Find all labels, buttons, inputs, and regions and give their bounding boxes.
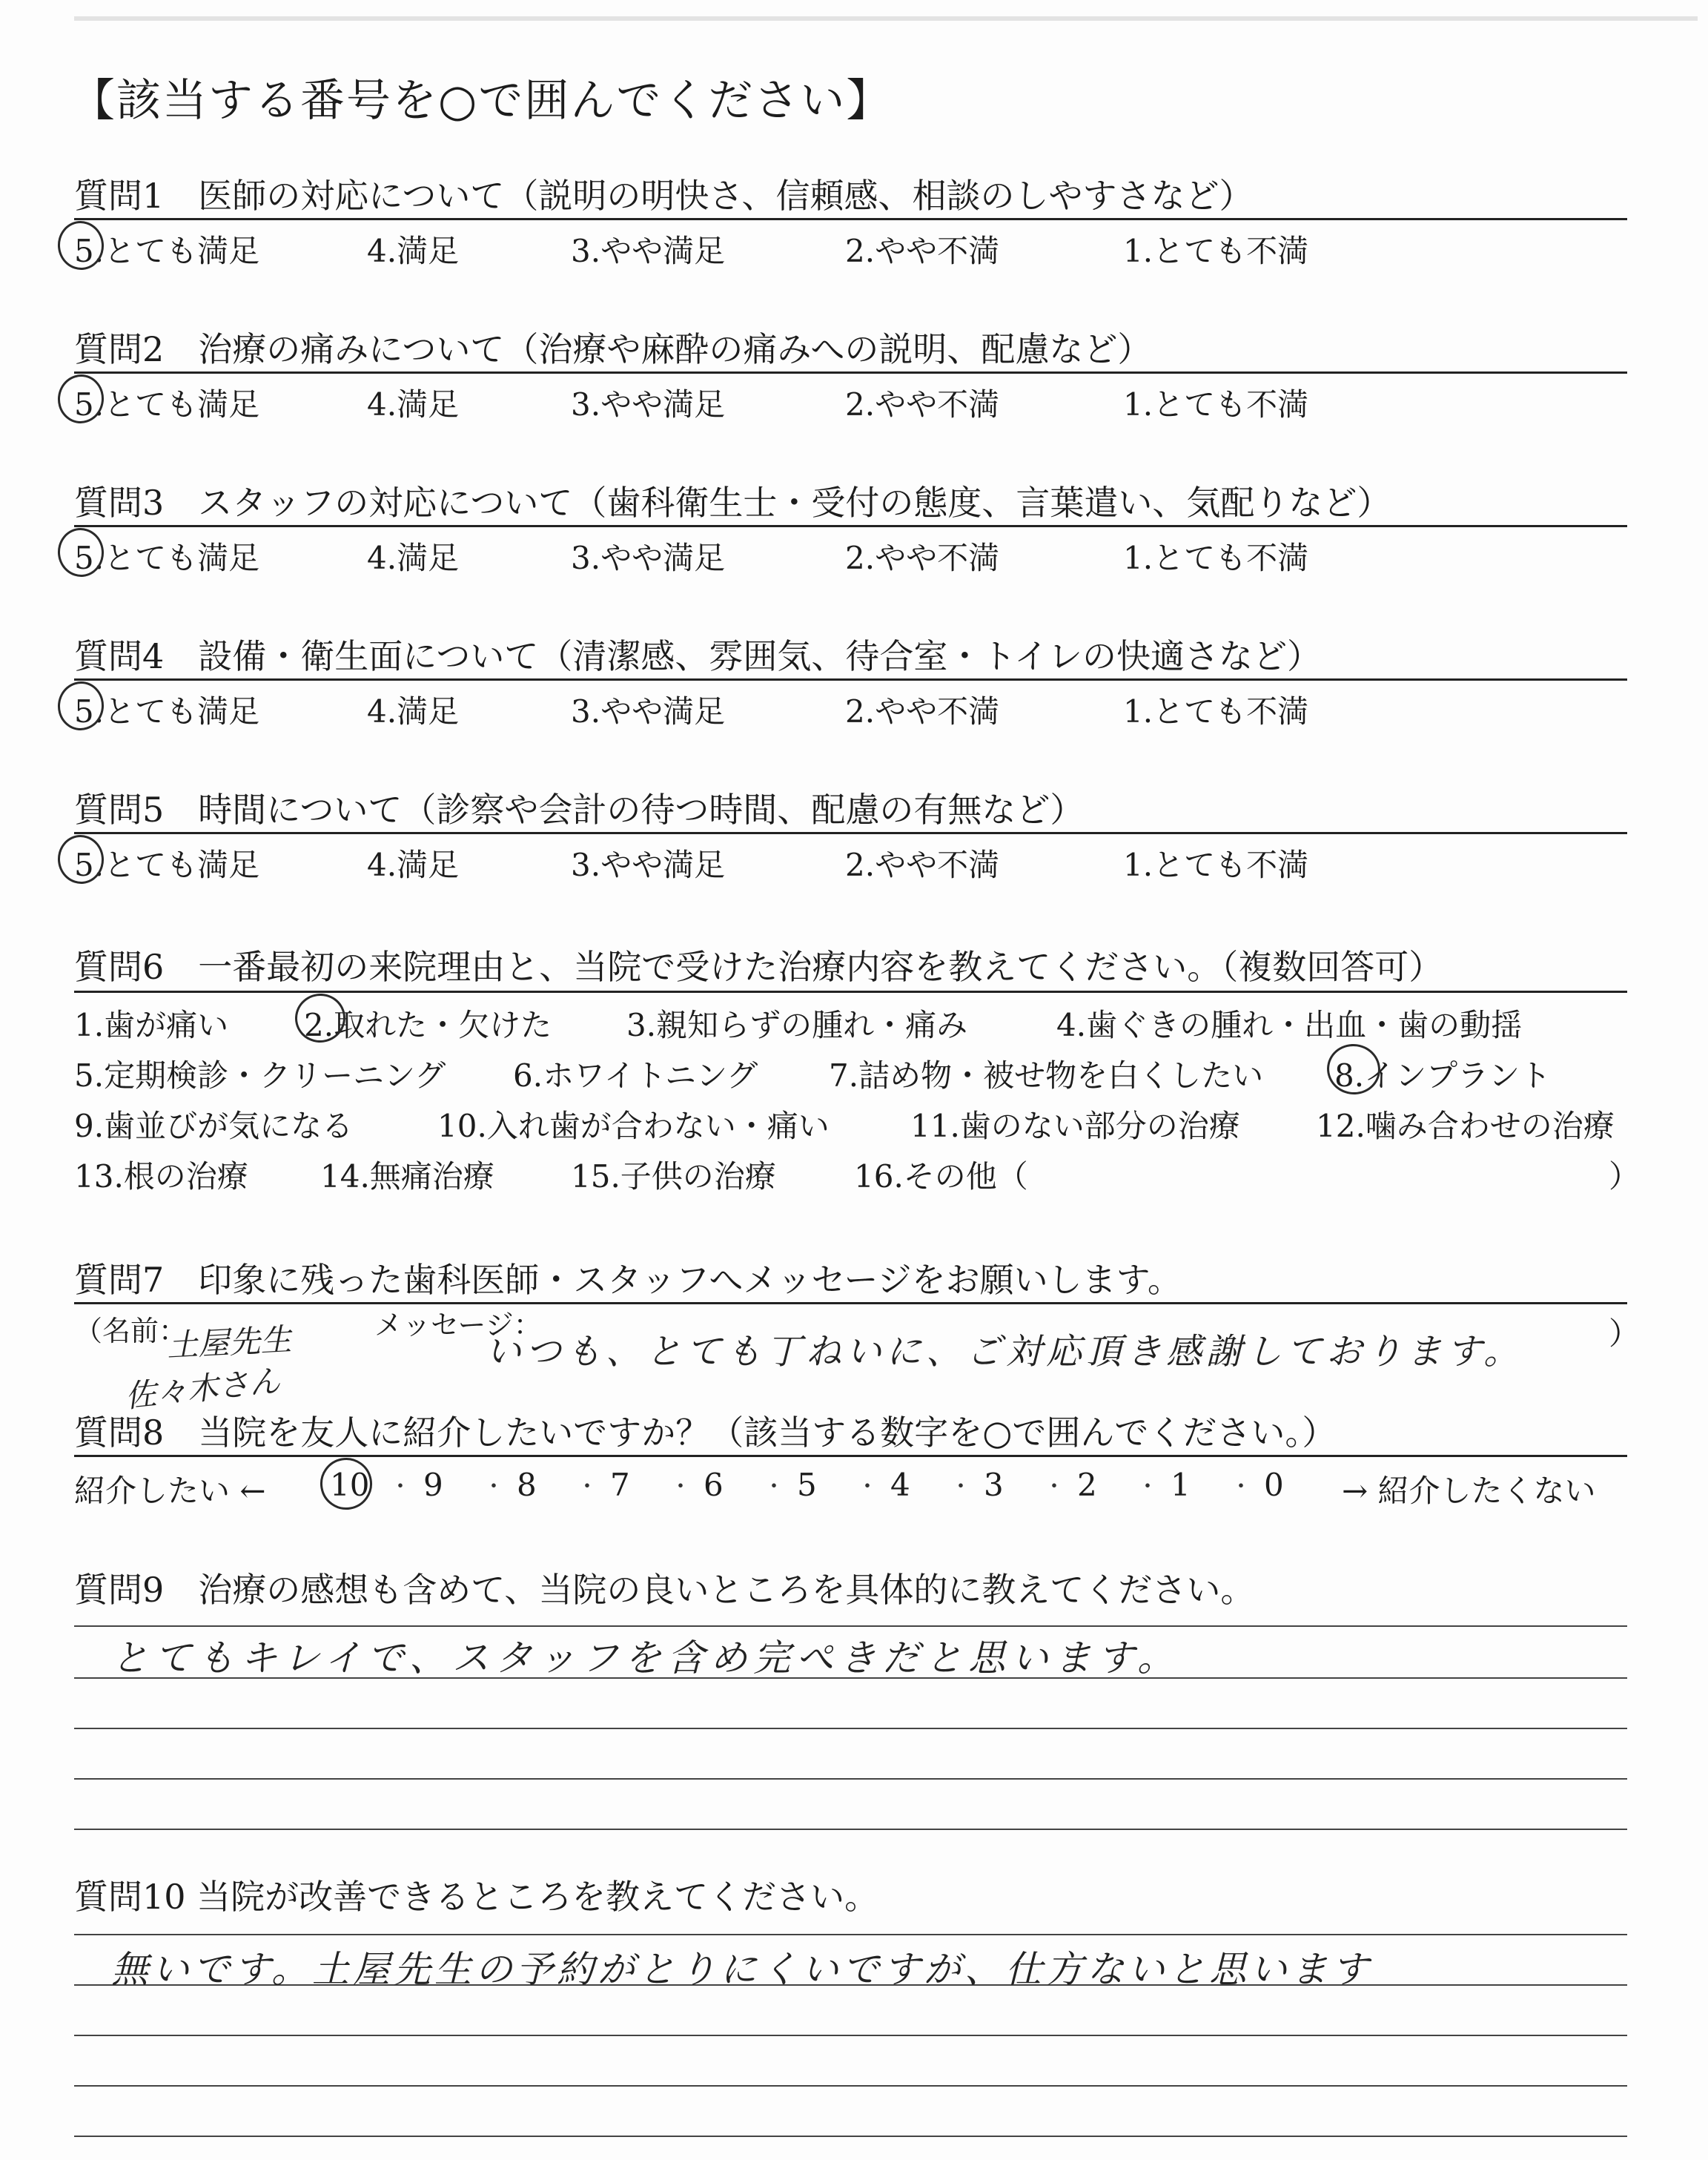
- q8-scale-3[interactable]: 3: [984, 1467, 1004, 1503]
- q8-scale-1[interactable]: 1: [1171, 1467, 1191, 1503]
- q2-title: 質問2 治療の痛みについて（治療や麻酔の痛みへの説明、配慮など）: [74, 329, 1152, 369]
- q6-item-7[interactable]: 7.詰め物・被せ物を白くしたい: [829, 1057, 1264, 1094]
- q4-option-2[interactable]: 2.やや不満: [845, 693, 1000, 730]
- q6-item-14[interactable]: 14.無痛治療: [320, 1158, 494, 1195]
- q2-option-1[interactable]: 1.とても不満: [1123, 386, 1309, 423]
- q8-rule: [74, 1455, 1627, 1457]
- q8-separator-dot: ・: [950, 1474, 972, 1500]
- q4-title: 質問4 設備・衛生面について（清潔感、雰囲気、待合室・トイレの快適さなど）: [74, 636, 1322, 676]
- q6-item-10[interactable]: 10.入れ歯が合わない・痛い: [437, 1108, 830, 1144]
- q7-message-label: メッセージ：: [374, 1309, 542, 1341]
- q6-item-8[interactable]: 8.インプラント: [1334, 1057, 1552, 1094]
- q10-line-1: [74, 1934, 1627, 1935]
- q8-left-label: 紹介したい ←: [74, 1473, 266, 1509]
- q8-scale-2[interactable]: 2: [1077, 1467, 1097, 1503]
- q6-other-close: ）: [1609, 1158, 1641, 1195]
- q6-item-5[interactable]: 5.定期検診・クリーニング: [74, 1057, 446, 1094]
- q8-separator-dot: ・: [856, 1474, 878, 1500]
- q7-name-label: （名前：: [74, 1315, 188, 1347]
- q8-scale-0[interactable]: 0: [1264, 1467, 1284, 1503]
- q5-option-5[interactable]: 5.とても満足: [74, 847, 260, 883]
- q4-rule: [74, 678, 1627, 681]
- q3-option-2[interactable]: 2.やや不満: [845, 540, 1000, 576]
- q6-item-1[interactable]: 1.歯が痛い: [74, 1007, 229, 1043]
- q8-circle-10: [316, 1453, 376, 1513]
- q5-option-2[interactable]: 2.やや不満: [845, 847, 1000, 883]
- q8-scale-8[interactable]: 8: [517, 1467, 537, 1503]
- q2-rule: [74, 371, 1627, 374]
- q7-name-2: 佐々木さん: [123, 1362, 282, 1415]
- q1-rule: [74, 218, 1627, 220]
- q9-line-4: [74, 1778, 1627, 1780]
- q3-option-1[interactable]: 1.とても不満: [1123, 540, 1309, 576]
- q8-separator-dot: ・: [1043, 1474, 1065, 1500]
- q5-rule: [74, 832, 1627, 834]
- q8-separator-dot: ・: [763, 1474, 785, 1500]
- q7-close-paren: ）: [1609, 1315, 1641, 1352]
- q9-title: 質問9 治療の感想も含めて、当院の良いところを具体的に教えてください。: [74, 1570, 1255, 1610]
- q4-option-5[interactable]: 5.とても満足: [74, 693, 260, 730]
- q9-line-3: [74, 1728, 1627, 1729]
- q9-line-1: [74, 1625, 1627, 1627]
- q1-option-2[interactable]: 2.やや不満: [845, 233, 1000, 269]
- q1-option-1[interactable]: 1.とても不満: [1123, 233, 1309, 269]
- q10-answer: 無いです。土屋先生の予約がとりにくいですが、仕方ないと思います: [111, 1948, 1372, 1991]
- q6-item-6[interactable]: 6.ホワイトニング: [513, 1057, 758, 1094]
- q3-option-4[interactable]: 4.満足: [367, 540, 460, 576]
- q1-title: 質問1 医師の対応について（説明の明快さ、信頼感、相談のしやすさなど）: [74, 176, 1254, 216]
- q10-line-3: [74, 2035, 1627, 2036]
- q3-option-3[interactable]: 3.やや満足: [571, 540, 726, 576]
- q6-item-13[interactable]: 13.根の治療: [74, 1158, 248, 1195]
- q7-title: 質問7 印象に残った歯科医師・スタッフへメッセージをお願いします。: [74, 1260, 1182, 1300]
- q6-item-2[interactable]: 2.取れた・欠けた: [304, 1007, 552, 1043]
- q8-separator-dot: ・: [576, 1474, 598, 1500]
- q10-line-5: [74, 2136, 1627, 2137]
- q10-line-4: [74, 2085, 1627, 2087]
- q8-right-label: → 紹介したくない: [1342, 1473, 1596, 1509]
- q3-rule: [74, 525, 1627, 527]
- q9-answer: とてもキレイで、スタッフを含め完ぺきだと思います。: [111, 1636, 1180, 1680]
- page-top-edge: [74, 16, 1698, 21]
- q6-rule: [74, 991, 1627, 993]
- q6-item-16[interactable]: 16.その他（: [854, 1158, 1028, 1195]
- q1-option-5[interactable]: 5.とても満足: [74, 233, 260, 269]
- q7-message: いつも、とても丁ねいに、ご対応頂き感謝しております。: [486, 1331, 1524, 1373]
- q8-scale-7[interactable]: 7: [610, 1467, 630, 1503]
- q2-option-3[interactable]: 3.やや満足: [571, 386, 726, 423]
- q8-scale-10[interactable]: 10: [330, 1467, 370, 1503]
- q6-item-15[interactable]: 15.子供の治療: [571, 1158, 776, 1195]
- q9-line-5: [74, 1829, 1627, 1830]
- q3-title: 質問3 スタッフの対応について（歯科衛生士・受付の態度、言葉遣い、気配りなど）: [74, 483, 1391, 523]
- q6-item-12[interactable]: 12.噛み合わせの治療: [1316, 1108, 1615, 1144]
- q8-separator-dot: ・: [1136, 1474, 1159, 1500]
- q6-item-9[interactable]: 9.歯並びが気になる: [74, 1108, 354, 1144]
- q2-option-5[interactable]: 5.とても満足: [74, 386, 260, 423]
- q5-option-1[interactable]: 1.とても不満: [1123, 847, 1309, 883]
- q8-separator-dot: ・: [483, 1474, 505, 1500]
- q8-scale-6[interactable]: 6: [704, 1467, 724, 1503]
- q4-option-3[interactable]: 3.やや満足: [571, 693, 726, 730]
- q5-title: 質問5 時間について（診察や会計の待つ時間、配慮の有無など）: [74, 790, 1085, 830]
- q2-option-4[interactable]: 4.満足: [367, 386, 460, 423]
- q8-scale-5[interactable]: 5: [797, 1467, 817, 1503]
- q8-separator-dot: ・: [389, 1474, 411, 1500]
- q10-title: 質問10 当院が改善できるところを教えてください。: [74, 1877, 879, 1917]
- q6-item-4[interactable]: 4.歯ぐきの腫れ・出血・歯の動揺: [1056, 1007, 1523, 1043]
- q2-option-2[interactable]: 2.やや不満: [845, 386, 1000, 423]
- q7-name-1: 土屋先生: [165, 1321, 293, 1364]
- form-title: 【該当する番号を○で囲んでください】: [70, 75, 893, 127]
- q8-title: 質問8 当院を友人に紹介したいですか？（該当する数字を○で囲んでください。）: [74, 1413, 1337, 1453]
- q6-item-11[interactable]: 11.歯のない部分の治療: [910, 1108, 1240, 1144]
- q4-option-4[interactable]: 4.満足: [367, 693, 460, 730]
- q5-option-4[interactable]: 4.満足: [367, 847, 460, 883]
- q1-option-4[interactable]: 4.満足: [367, 233, 460, 269]
- q8-separator-dot: ・: [669, 1474, 692, 1500]
- q4-option-1[interactable]: 1.とても不満: [1123, 693, 1309, 730]
- q8-scale-9[interactable]: 9: [423, 1467, 443, 1503]
- q3-option-5[interactable]: 5.とても満足: [74, 540, 260, 576]
- q7-rule: [74, 1302, 1627, 1304]
- q5-option-3[interactable]: 3.やや満足: [571, 847, 726, 883]
- q1-option-3[interactable]: 3.やや満足: [571, 233, 726, 269]
- q6-item-3[interactable]: 3.親知らずの腫れ・痛み: [626, 1007, 968, 1043]
- q8-separator-dot: ・: [1230, 1474, 1252, 1500]
- q6-title: 質問6 一番最初の来院理由と、当院で受けた治療内容を教えてください。（複数回答可）: [74, 947, 1443, 987]
- q8-scale-4[interactable]: 4: [890, 1467, 910, 1503]
